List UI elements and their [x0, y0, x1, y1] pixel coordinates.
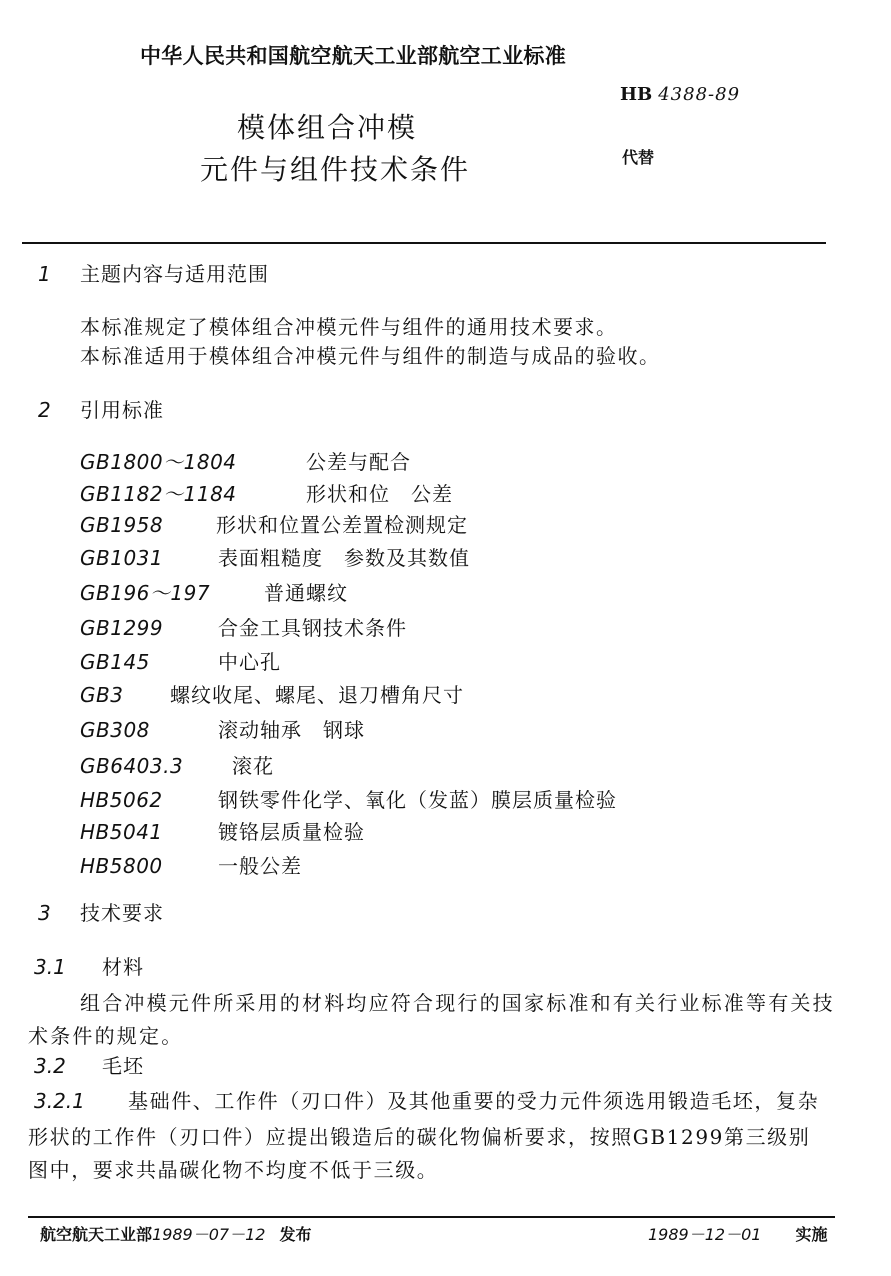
reference-title: 螺纹收尾、螺尾、退刀槽角尺寸 — [170, 683, 464, 707]
reference-title: 普通螺纹 — [264, 581, 348, 605]
issue-label: 发布 — [279, 1225, 312, 1244]
reference-title: 滚动轴承 钢球 — [218, 718, 365, 742]
section-1-paragraph: 本标准规定了模体组合冲模元件与组件的通用技术要求。 — [80, 315, 618, 339]
reference-title: 滚花 — [232, 754, 274, 778]
section-2-heading: 引用标准 — [80, 398, 164, 422]
reference-code: HB5800 — [80, 854, 163, 878]
document-title-line1: 模体组合冲模 — [237, 111, 418, 144]
org-standard-title: 中华人民共和国航空航天工业部航空工业标准 — [140, 44, 566, 68]
subsection-3-1-text: 组合冲模元件所采用的材料均应符合现行的国家标准和有关行业标准等有关技 — [80, 991, 835, 1015]
reference-title: 钢铁零件化学、氧化（发蓝）膜层质量检验 — [218, 788, 617, 812]
clause-3-2-1-text: 基础件、工作件（刃口件）及其他重要的受力元件须选用锻造毛坯，复杂 — [128, 1089, 820, 1113]
reference-title: 镀铬层质量检验 — [218, 820, 365, 844]
clause-3-2-1-text: 图中，要求共晶碳化物不均度不低于三级。 — [28, 1158, 439, 1182]
header-divider — [22, 242, 826, 244]
subsection-3-1-heading: 材料 — [102, 955, 144, 979]
section-3-heading: 技术要求 — [80, 901, 164, 925]
subsection-3-2-number: 3.2 — [34, 1054, 66, 1078]
reference-title: 一般公差 — [218, 854, 302, 878]
subsection-3-1-text: 术条件的规定。 — [28, 1024, 184, 1048]
issue-date: 1989－07－12 — [152, 1225, 266, 1244]
reference-code: GB6403.3 — [80, 754, 184, 778]
section-2-number: 2 — [38, 398, 51, 422]
section-1-heading: 主题内容与适用范围 — [80, 262, 269, 286]
clause-3-2-1-text: 形状的工作件（刃口件）应提出锻造后的碳化物偏析要求，按照GB1299第三级别 — [28, 1125, 811, 1149]
subsection-3-2-heading: 毛坯 — [102, 1054, 144, 1078]
reference-code: GB1299 — [80, 616, 164, 640]
issuer: 航空航天工业部 — [40, 1225, 153, 1244]
section-1-number: 1 — [38, 262, 51, 286]
reference-title: 中心孔 — [218, 650, 281, 674]
reference-code: GB1800～1804 — [80, 450, 237, 474]
reference-code: GB1958 — [80, 513, 164, 537]
reference-code: HB5041 — [80, 820, 163, 844]
reference-title: 合金工具钢技术条件 — [218, 616, 407, 640]
subsection-3-1-number: 3.1 — [34, 955, 66, 979]
section-3-number: 3 — [38, 901, 51, 925]
document-title-line2: 元件与组件技术条件 — [200, 153, 471, 186]
reference-code: GB1031 — [80, 546, 164, 570]
standard-code-prefix: HB — [620, 84, 653, 105]
reference-title: 形状和位置公差置检测规定 — [216, 513, 468, 537]
standard-code-number: 4388-89 — [658, 84, 741, 105]
reference-code: GB145 — [80, 650, 150, 674]
reference-title: 形状和位 公差 — [306, 482, 453, 506]
footer-divider — [28, 1216, 835, 1218]
footer-issue — [40, 1227, 311, 1243]
standard-code — [620, 86, 740, 104]
reference-title: 公差与配合 — [306, 450, 411, 474]
reference-title: 表面粗糙度 参数及其数值 — [218, 546, 470, 570]
reference-code: GB308 — [80, 718, 150, 742]
reference-code: GB3 — [80, 683, 124, 707]
reference-code: GB196～197 — [80, 581, 211, 605]
reference-code: GB1182～1184 — [80, 482, 237, 506]
effective-label: 实施 — [795, 1225, 828, 1244]
effective-date: 1989－12－01 — [648, 1225, 762, 1244]
footer-effective — [648, 1227, 827, 1243]
clause-3-2-1-number: 3.2.1 — [34, 1089, 85, 1113]
replaces-label: 代替 — [622, 148, 655, 167]
section-1-paragraph: 本标准适用于模体组合冲模元件与组件的制造与成品的验收。 — [80, 344, 661, 368]
reference-code: HB5062 — [80, 788, 163, 812]
